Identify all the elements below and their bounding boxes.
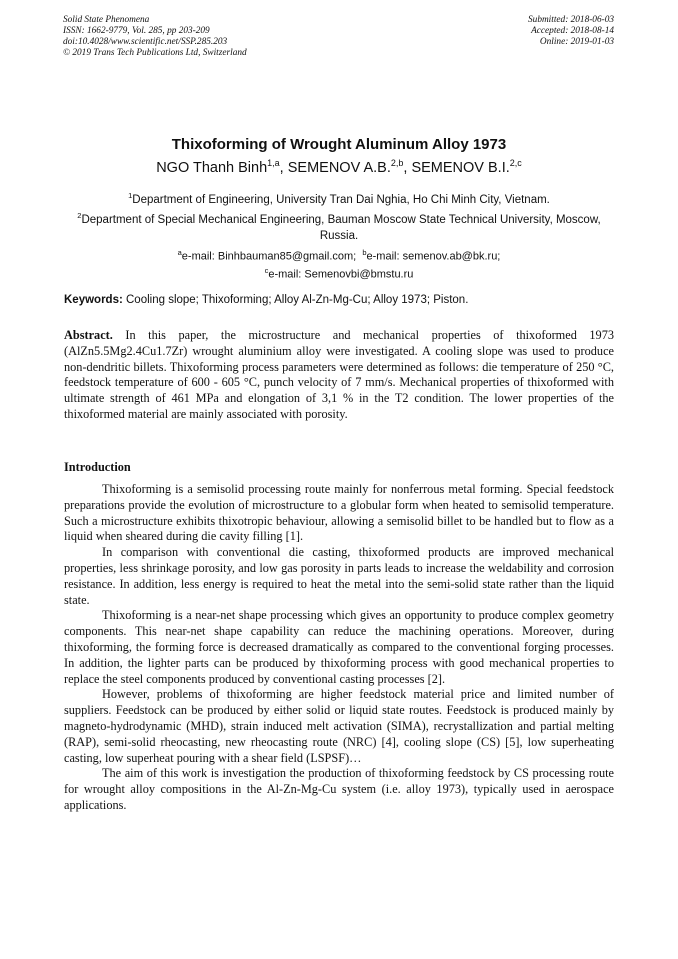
author-name: NGO Thanh Binh — [156, 159, 268, 176]
abstract-text: In this paper, the microstructure and mechanical properties of thixoformed 1973 (AlZn5.5Mg2.4Cu1.7Zr) wrought aluminium alloy were investigated. A cooling slope was used to produce non-dendritic billets. Thixoforming process parameters were determined as follows: die temperature of 250 °C, feedstock temperature of 600 - 605 °C, punch velocity of 7 mm/s. Mechanical properties of thixoformed with ultimate strength of 461 MPa and elongation of 3,1 % in the T2 condition. The lower properties of the thixoformed material are mainly associated with porosity. — [64, 328, 614, 421]
affiliation-text: Department of Engineering, University Tran Dai Nghia, Ho Chi Minh City, Vietnam. — [132, 193, 550, 206]
affiliation-mark: 2 — [77, 211, 82, 220]
keywords-text: Cooling slope; Thixoforming; Alloy Al-Zn-Mg-Cu; Alloy 1973; Piston. — [126, 294, 469, 306]
abstract-label: Abstract. — [64, 328, 113, 342]
affiliation-2 — [64, 208, 614, 244]
affiliation-1 — [64, 188, 614, 208]
paper-title: Thixoforming of Wrought Aluminum Alloy 1973 — [171, 136, 507, 153]
journal-info — [63, 15, 247, 59]
journal-issn: ISSN: 1662-9779, Vol. 285, pp 203-209 — [63, 26, 210, 36]
submission-dates — [528, 15, 614, 48]
author-affiliation-mark: 2,b — [390, 158, 404, 168]
body-paragraph: However, problems of thixoforming are higher feedstock material price and limited number of suppliers. Feedstock can be produced by either solid or liquid state routes. Feedstock is produced mainly by magneto-hydrodynamic (MHD), strain induced melt activation (SIMA), recrystallization and partial melting (RAP), semi-solid rheocasting, new rheocasting route (NRC) [4], cooling slope (CS) [5], low superheating casting, low superheat pouring with a shear field (LSPSF)… — [64, 687, 614, 765]
author-affiliation-mark: 1,a — [267, 158, 280, 168]
journal-name: Solid State Phenomena — [63, 15, 150, 25]
journal-copyright: © 2019 Trans Tech Publications Ltd, Switzerland — [63, 48, 247, 58]
email-a: e-mail: Binhbauman85@gmail.com; — [181, 250, 357, 263]
keywords-label: Keywords: — [64, 294, 123, 306]
email-c: e-mail: Semenovbi@bmstu.ru — [268, 268, 414, 281]
online-date: Online: 2019-01-03 — [539, 37, 614, 47]
section-heading-introduction: Introduction — [64, 460, 131, 474]
author-affiliation-mark: 2,c — [509, 158, 522, 168]
emails-line-2 — [64, 264, 614, 282]
affiliation-mark: 1 — [128, 191, 133, 200]
email-b: e-mail: semenov.ab@bk.ru; — [366, 250, 501, 263]
email-mark: b — [362, 248, 367, 257]
email-mark: c — [264, 265, 269, 275]
email-mark: a — [177, 248, 182, 257]
body-paragraph: The aim of this work is investigation the production of thixoforming feedstock by CS processing route for wrought alloy compositions in the Al-Zn-Mg-Cu system (i.e. alloy 1973), typically used in aerospace applications. — [64, 766, 614, 812]
introduction-body — [64, 482, 614, 814]
body-paragraph: Thixoforming is a near-net shape processing which gives an opportunity to produce complex geometry components. This near-net shape capability can reduce the machining operations. Moreover, during thixoforming, the forming force is decreased dramatically as compared to the conventional forging processes. In addition, the lighter parts can be produced by thixoforming process with good mechanical properties to replace the steel components produced by conventional casting processes [2]. — [64, 608, 614, 686]
accepted-date: Accepted: 2018-08-14 — [531, 26, 614, 36]
author-name: SEMENOV B.I. — [411, 159, 510, 176]
author-name: SEMENOV A.B. — [287, 159, 391, 176]
keywords — [64, 294, 614, 306]
abstract — [64, 328, 614, 423]
body-paragraph: Thixoforming is a semisolid processing route mainly for nonferrous metal forming. Special feedstock preparations provide the evolution of microstructure to a globular form when heated to semisolid temperature. Such a microstructure exhibits thixotropic behaviour, allowing a semisolid billet to be handled but to flow as a liquid when sheared during die cavity filling [1]. — [64, 482, 614, 544]
journal-doi: doi:10.4028/www.scientific.net/SSP.285.203 — [63, 37, 228, 47]
author-list: NGO Thanh Binh$^{1,a}$, SEMENOV A.B.$^{2,b}$, SEMENOV B.I.$^{2,c}$ — [156, 158, 522, 176]
affiliation-text: Department of Special Mechanical Engineering, Bauman Moscow State Technical University, Moscow, Russia. — [81, 213, 601, 242]
emails-line-1 — [64, 246, 614, 264]
author-emails — [64, 246, 614, 281]
submitted-date: Submitted: 2018-06-03 — [528, 15, 614, 25]
body-paragraph: In comparison with conventional die casting, thixoformed products are improved mechanical properties, less shrinkage porosity, and low gas porosity in parts leads to increase the weldability and corrosion resistance. In addition, less energy is required to heat the metal into the semi-solid state rather than the liquid state. — [64, 545, 614, 607]
